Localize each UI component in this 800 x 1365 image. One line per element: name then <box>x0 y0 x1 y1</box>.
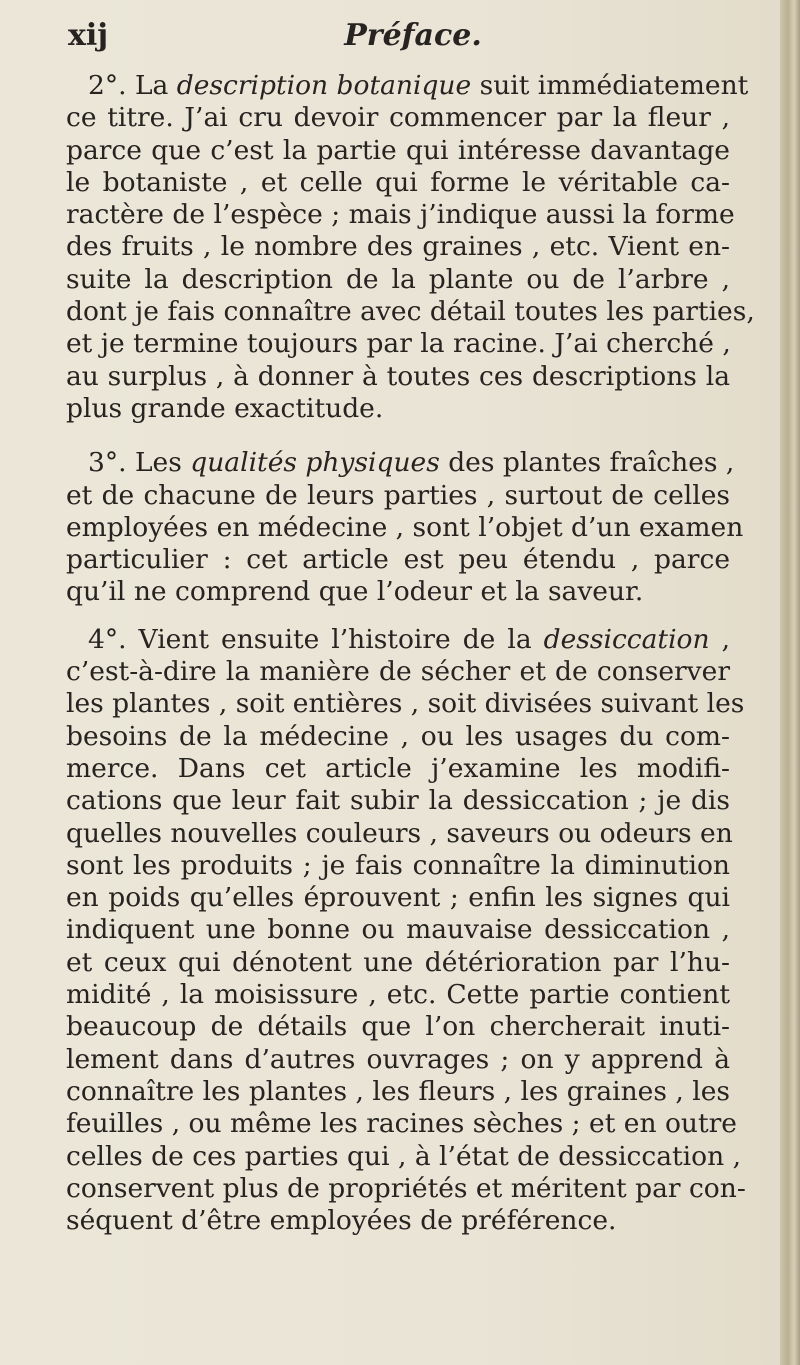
text-line <box>66 576 730 608</box>
running-head <box>68 16 728 56</box>
text-line <box>66 1044 730 1076</box>
text-run: des fruits , le nombre des graines , etc. Vient en- <box>66 231 730 263</box>
text-line <box>66 882 730 914</box>
text-line <box>66 102 730 134</box>
text-run: et je termine toujours par la racine. J’ai cherché , <box>66 328 731 360</box>
paragraph-description-botanique <box>66 70 755 425</box>
text-line <box>66 70 749 102</box>
text-line <box>66 167 730 199</box>
text-run: parce que c’est la partie qui intéresse davantage <box>66 134 730 166</box>
text-line <box>66 296 755 328</box>
text-run: 4°. Vient ensuite l’histoire de la <box>88 623 544 655</box>
text-line <box>66 1172 746 1205</box>
text-line <box>66 328 730 360</box>
text-run: ce titre. J’ai cru devoir commencer par la fleur , <box>66 102 730 134</box>
running-title: Préface. <box>344 18 482 53</box>
text-line <box>66 264 730 296</box>
text-run: dont je fais connaître avec détail toutes les parties, <box>66 296 755 328</box>
text-run: beaucoup de détails que l’on chercherait inuti- <box>66 1011 730 1043</box>
text-line <box>66 1140 742 1173</box>
text-run: feuilles , ou même les racines sèches ; et en outre <box>66 1108 737 1140</box>
text-run: c’est-à-dire la manière de sécher et de conserver <box>66 656 730 688</box>
text-line <box>66 1011 730 1043</box>
text-run: connaître les plantes , les fleurs , les graines , les <box>66 1075 730 1107</box>
italic-term: qualités physiques <box>190 447 440 479</box>
text-line <box>66 447 735 479</box>
text-line <box>66 624 730 656</box>
text-line <box>66 1205 730 1237</box>
text-line <box>66 785 730 817</box>
text-line <box>66 135 730 167</box>
text-run: qu’il ne comprend que l’odeur et la saveur. <box>66 576 644 608</box>
text-line <box>66 480 730 512</box>
text-line <box>66 1076 730 1108</box>
page-number: xij <box>68 18 109 53</box>
text-run: besoins de la médecine , ou les usages du com- <box>66 720 730 752</box>
text-line <box>66 688 745 720</box>
text-run: conservent plus de propriétés et méritent par con- <box>66 1172 746 1204</box>
text-run: cations que leur fait subir la dessiccation ; je dis <box>66 785 730 817</box>
text-line <box>66 1108 737 1140</box>
text-run: et de chacune de leurs parties , surtout de celles <box>66 479 730 511</box>
text-line <box>66 511 744 544</box>
text-run: les plantes , soit entières , soit divisées suivant les <box>66 688 745 720</box>
text-line <box>66 850 730 882</box>
text-run: plus grande exactitude. <box>66 392 384 424</box>
text-run: suite la description de la plante ou de l’arbre , <box>66 263 730 295</box>
page-edge <box>780 0 800 1365</box>
text-run: en poids qu’elles éprouvent ; enfin les signes qui <box>66 882 730 914</box>
text-run: et ceux qui dénotent une détérioration par l’hu- <box>66 946 730 978</box>
text-line <box>66 817 733 850</box>
text-line <box>66 656 730 688</box>
text-run: ractère de l’espèce ; mais j’indique aussi la forme <box>66 199 735 231</box>
text-line <box>66 231 730 263</box>
text-run: suit immédiatement <box>471 70 749 101</box>
text-run: quelles nouvelles couleurs , saveurs ou odeurs en <box>66 817 733 849</box>
body-text <box>66 70 755 1237</box>
text-line <box>66 393 730 425</box>
text-run: indiquent une bonne ou mauvaise dessiccation , <box>66 914 730 946</box>
text-line <box>66 914 730 946</box>
text-run: le botaniste , et celle qui forme le véritable ca- <box>66 166 730 198</box>
text-line <box>66 947 730 979</box>
text-run: , <box>709 623 730 655</box>
text-run: lement dans d’autres ouvrages ; on y apprend à <box>66 1043 730 1075</box>
text-line <box>66 199 735 231</box>
italic-term: dessiccation <box>543 623 710 655</box>
paragraph-qualites-physiques <box>66 447 744 608</box>
text-run: 3°. Les <box>88 447 191 479</box>
text-line <box>66 361 730 393</box>
text-run: au surplus , à donner à toutes ces descriptions la <box>66 360 730 392</box>
text-run: sont les produits ; je fais connaître la diminution <box>66 849 730 881</box>
text-run: merce. Dans cet article j’examine les modifi- <box>66 752 730 784</box>
text-run: midité , la moisissure , etc. Cette partie contient <box>66 979 730 1011</box>
text-line <box>66 721 730 753</box>
italic-term: description botanique <box>176 70 472 101</box>
text-run: employées en médecine , sont l’objet d’un examen <box>66 511 744 543</box>
text-run: particulier : cet article est peu étendu , parce <box>66 544 730 576</box>
text-run: 2°. La <box>88 70 177 101</box>
text-line <box>66 544 730 576</box>
text-run: séquent d’être employées de préférence. <box>66 1205 617 1237</box>
text-run: celles de ces parties qui , à l’état de dessiccation , <box>66 1140 742 1172</box>
text-line <box>66 979 730 1011</box>
paragraph-dessiccation <box>66 623 746 1238</box>
text-run: des plantes fraîches , <box>439 447 735 479</box>
text-line <box>66 753 730 785</box>
